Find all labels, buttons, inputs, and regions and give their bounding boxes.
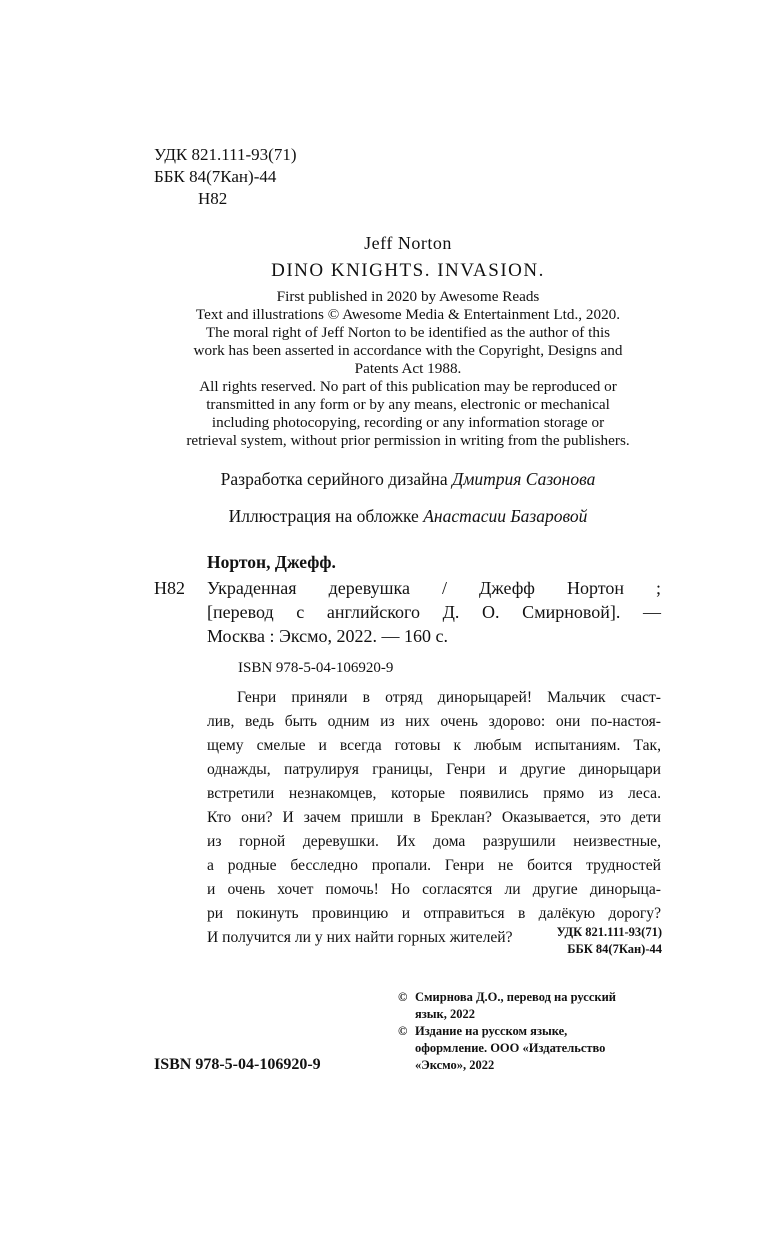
design-name: Дмитрия Сазонова (452, 469, 596, 489)
rights-line: including photocopying, recording or any information storage or (211, 414, 605, 431)
rights-notice (150, 288, 666, 450)
description-line: Украденная деревушка / Джефф Нортон ; (207, 578, 661, 598)
annotation-line: ри покинуть провинцию и отправиться в далёкую дорогу? (207, 905, 661, 922)
original-title: DINO KNIGHTS. INVASION. (271, 260, 545, 281)
annotation-line: щему смелые и всегда готовы к любым испытаниям. Так, (207, 737, 661, 754)
bibliography-mark: Н82 (154, 578, 185, 598)
copyright-line: оформление. ООО «Издательство (415, 1041, 606, 1055)
copyright-line: Смирнова Д.О., перевод на русский (415, 990, 616, 1004)
design-label: Разработка серийного дизайна (220, 469, 448, 489)
footer-udk: УДК 821.111-93(71) (556, 925, 662, 939)
description-line: Москва : Эксмо, 2022. — 160 с. (207, 626, 449, 646)
copyright-line: язык, 2022 (415, 1007, 475, 1021)
rights-line: work has been asserted in accordance with the Copyright, Designs and (193, 342, 623, 359)
illustration-label: Иллюстрация на обложке (228, 506, 419, 526)
illustration-credit (150, 506, 666, 527)
copyright-symbol: © (398, 1024, 408, 1038)
bibliography-author: Нортон, Джефф. (207, 552, 336, 572)
copyright-block (398, 989, 670, 1074)
copyright-line: «Эксмо», 2022 (415, 1058, 495, 1072)
rights-line: Patents Act 1988. (354, 360, 462, 377)
footer-bbk: ББК 84(7Кан)-44 (567, 942, 662, 956)
illustration-name: Анастасии Базаровой (423, 506, 588, 526)
annotation-line: И получится ли у них найти горных жителей? (207, 929, 513, 946)
annotation (207, 686, 661, 950)
annotation-line: Генри приняли в отряд динорыцарей! Мальчик счаст- (237, 689, 661, 706)
annotation-line: и очень хочет помочь! Но согласятся ли другие динорыца- (207, 881, 661, 898)
classification-codes (154, 144, 296, 210)
author-mark: Н82 (198, 189, 228, 208)
description-line: [перевод с английского Д. О. Смирновой]. — (207, 602, 661, 622)
annotation-line: а родные бесследно пропали. Генри не боится трудностей (207, 857, 661, 874)
rights-line: transmitted in any form or by any means, electronic or mechanical (206, 396, 610, 413)
copyright-symbol: © (398, 990, 408, 1004)
annotation-line: лив, ведь быть одним из них очень здорово: они по-настоя- (207, 713, 661, 730)
rights-line: All rights reserved. No part of this publication may be reproduced or (199, 378, 617, 395)
footer-isbn: ISBN 978-5-04-106920-9 (154, 1056, 321, 1073)
rights-line: retrieval system, without prior permission in writing from the publishers. (186, 432, 630, 449)
bibliography-description (207, 576, 661, 648)
annotation-line: однажды, патрулируя границы, Генри и другие динорыцари (207, 761, 661, 778)
original-author: Jeff Norton (364, 233, 452, 253)
bbk-code: ББК 84(7Кан)-44 (154, 167, 277, 186)
annotation-line: встретили незнакомцев, которые появились прямо из леса. (207, 785, 661, 802)
annotation-line: из горной деревушки. Их дома разрушили неизвестные, (207, 833, 661, 850)
rights-line: First published in 2020 by Awesome Reads (276, 288, 540, 305)
bibliography-isbn: ISBN 978-5-04-106920-9 (238, 660, 394, 676)
copyright-item (398, 1023, 670, 1074)
udk-code: УДК 821.111-93(71) (154, 145, 297, 164)
design-credit (150, 469, 666, 490)
copyright-item (398, 989, 670, 1023)
copyright-line: Издание на русском языке, (415, 1024, 568, 1038)
annotation-line: Кто они? И зачем пришли в Бреклан? Оказывается, это дети (207, 809, 661, 826)
footer-codes (440, 924, 662, 958)
rights-line: The moral right of Jeff Norton to be identified as the author of this (205, 324, 611, 341)
rights-line: Text and illustrations © Awesome Media & Entertainment Ltd., 2020. (195, 306, 621, 323)
